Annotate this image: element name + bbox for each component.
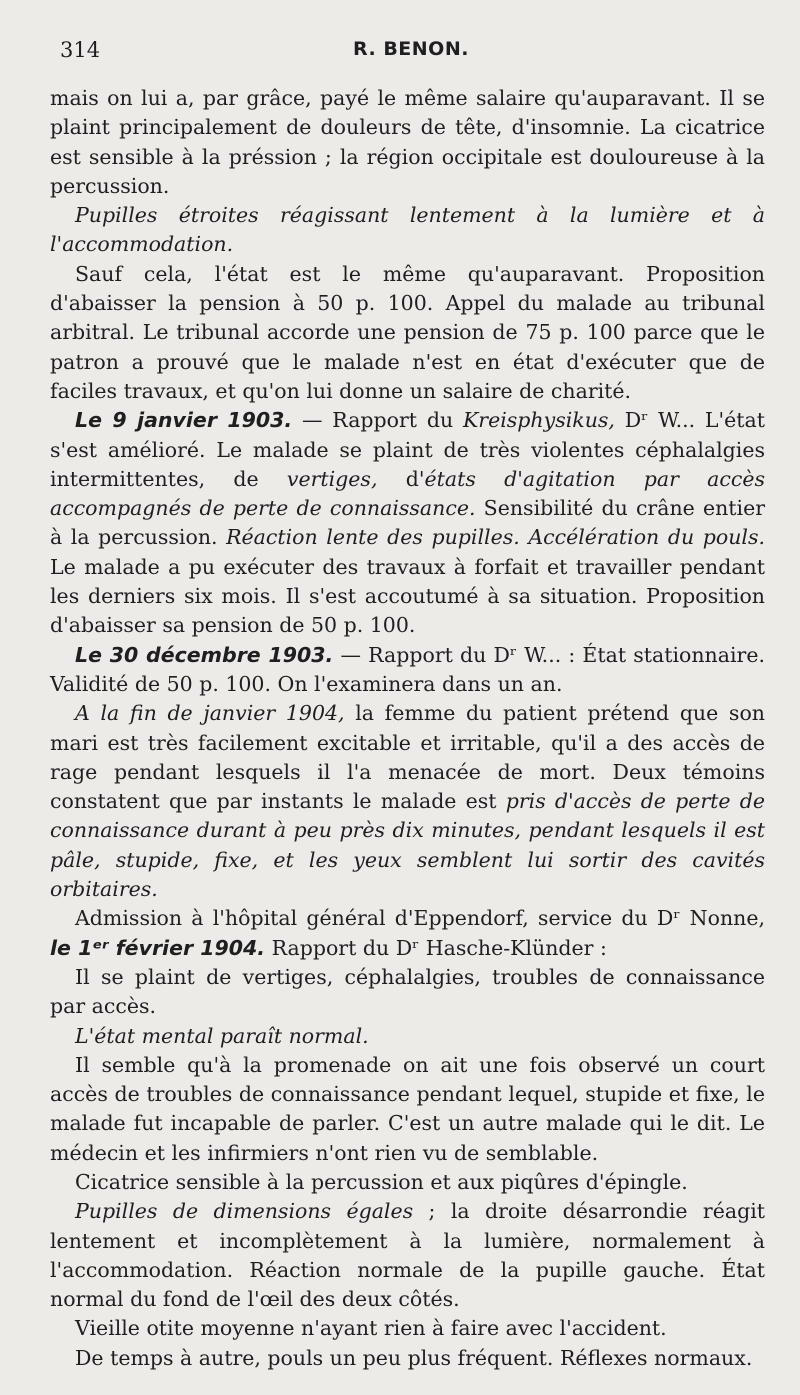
page-header — [60, 38, 760, 68]
paragraph — [50, 1314, 765, 1343]
text-run: Sauf cela, l'état est le même qu'auparavant. Proposition d'abaisser la pension à 50 p. 100. Appel du malade au tribunal arbitral. Le tribunal accorde une pension de 75 p. 100 parce que le patron a prouvé que le malade n'est en état d'exécuter que de faciles travaux, et qu'on lui donne un salaire de charité. — [50, 261, 765, 403]
paragraph — [50, 641, 765, 700]
entry-date: le 1ᵉʳ février 1904. — [50, 935, 266, 960]
paragraph — [50, 260, 765, 406]
text-run: mais on lui a, par grâce, payé le même salaire qu'auparavant. Il se plaint principalement de douleurs de tête, d'insomnie. La cicatrice est sensible à la préssion ; la région occipitale est douloureuse à la percussion. — [50, 86, 765, 198]
text-run: Il se plaint de vertiges, céphalalgies, troubles de connaissance par accès. — [50, 964, 765, 1019]
running-head: R. BENON. — [353, 38, 469, 60]
italic-run: L'état mental paraît normal. — [75, 1023, 369, 1048]
text-run: Dʳ W... L'état s'est amélioré. Le malade se plaint de très violentes céphalalgies intermittentes, de — [50, 408, 765, 491]
paragraph — [50, 201, 765, 260]
paragraph — [50, 1344, 765, 1373]
text-run: Rapport du Dʳ Hasche-Klünder : — [265, 935, 607, 960]
italic-run: Pupilles de dimensions égales — [75, 1199, 414, 1224]
paragraph — [50, 1022, 765, 1051]
paragraph — [50, 904, 765, 963]
italic-run: Pupilles étroites réagissant lentement à la lumière et à l'accommodation. — [50, 203, 765, 257]
text-run: Il semble qu'à la promenade on ait une fois observé un court accès de troubles de connaissance pendant lequel, stupide et fixe, le malade fut incapable de parler. C'est un autre malade qui le dit. Le médecin et les infirmiers n'ont rien vu de semblable. — [50, 1052, 765, 1165]
text-run: la femme du patient prétend que son mari est très facilement excitable et irritable, qu'il a des accès de rage pendant lesquels il l'a menacée de mort. Deux témoins constatent que par instants le malade est — [50, 701, 765, 814]
text-run: d' — [377, 466, 425, 491]
text-run: Vieille otite moyenne n'ayant rien à faire avec l'accident. — [75, 1316, 667, 1341]
text-run: — Rapport du Dʳ W... : État stationnaire. Validité de 50 p. 100. On l'examinera dans un an. — [50, 642, 765, 696]
paragraph — [50, 1168, 765, 1197]
italic-run: pris d'accès de perte de connaissance durant à peu près dix minutes, pendant lesquels il est pâle, stupide, fixe, et les yeux semblent lui sortir des cavités orbitaires. — [50, 789, 765, 902]
italic-run: Réaction lente des pupilles. Accélération du pouls. — [226, 525, 765, 550]
paragraph — [50, 84, 765, 201]
text-run: Cicatrice sensible à la percussion et aux piqûres d'épingle. — [75, 1169, 688, 1194]
page-number: 314 — [60, 38, 101, 62]
text-run: — Rapport du — [292, 408, 463, 433]
text-run: Sensibilité du crâne entier à la percussion. — [50, 496, 766, 550]
text-run: De temps à autre, pouls un peu plus fréquent. Réflexes normaux. — [75, 1345, 753, 1370]
text-run: Le malade a pu exécuter des travaux à forfait et travailler pendant les derniers six mois. Il s'est accoutumé à sa situation. Proposition d'abaisser sa pension de 50 p. 100. — [50, 554, 765, 638]
italic-run: états d'agitation par accès accompagnés de perte de connaissance. — [50, 466, 765, 521]
italic-run: vertiges, — [286, 466, 378, 491]
entry-date: Le 9 janvier 1903. — [75, 408, 293, 433]
paragraph — [50, 1051, 765, 1168]
paragraph — [50, 963, 765, 1022]
body-text — [50, 84, 765, 1373]
paragraph — [50, 1197, 765, 1314]
text-run: Admission à l'hôpital général d'Eppendorf, service du Dʳ Nonne, — [75, 906, 765, 931]
italic-run: Kreisphysikus, — [462, 408, 615, 433]
paragraph — [50, 406, 765, 640]
entry-date: Le 30 décembre 1903. — [75, 642, 334, 667]
paragraph — [50, 699, 765, 904]
entry-date: A la fin de janvier 1904, — [75, 701, 345, 726]
text-run: ; la droite désarrondie réagit lentement et incomplètement à la lumière, normalement à l'accommodation. Réaction normale de la pupille gauche. État normal du fond de l'œil des deux côtés. — [50, 1199, 766, 1312]
